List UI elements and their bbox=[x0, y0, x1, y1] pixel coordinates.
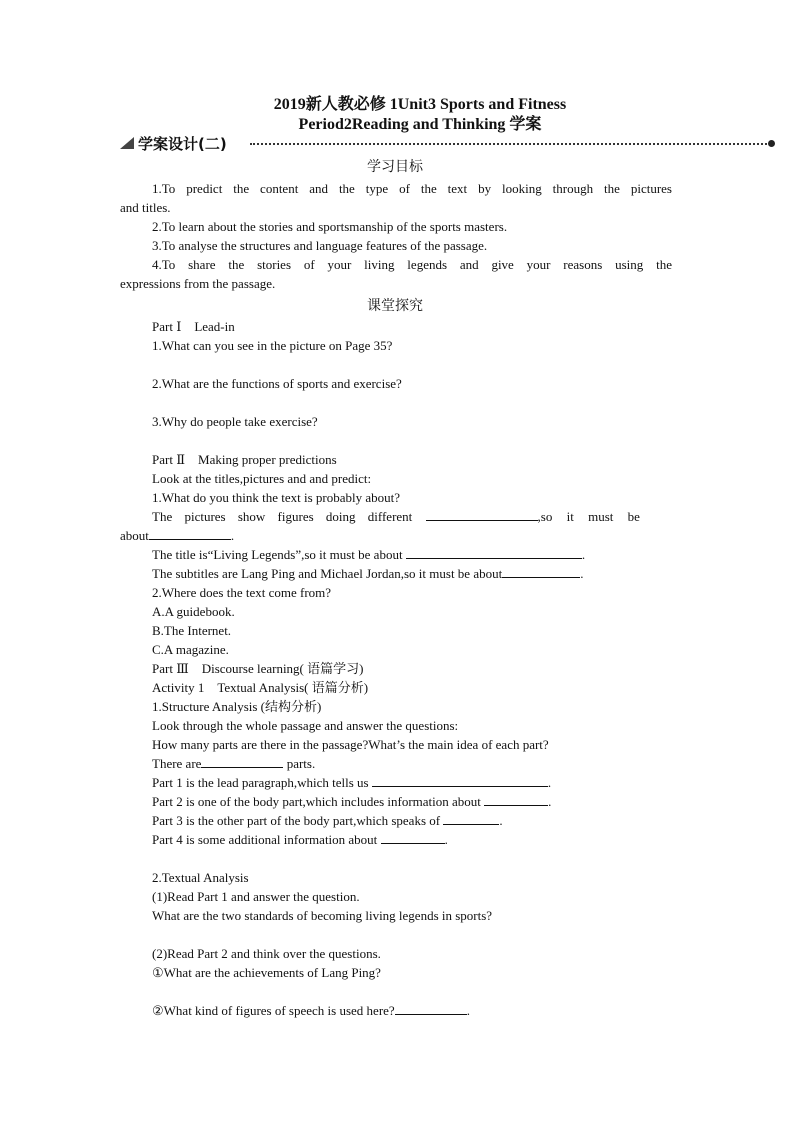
part2-main-idea bbox=[152, 792, 551, 811]
read-part2-instruction: (2)Read Part 2 and think over the questions. bbox=[152, 946, 381, 961]
sentence-text: Part 3 is the other part of the body part,which speaks of bbox=[152, 813, 444, 828]
objective-4: 4.To share the stories of your living legends and give your reasons using the bbox=[152, 257, 672, 272]
option-a: A.A guidebook. bbox=[152, 604, 235, 619]
answer-blank[interactable] bbox=[426, 507, 538, 521]
objective-1: 1.To predict the content and the type of the text by looking through the pictures bbox=[152, 181, 672, 196]
answer-blank[interactable] bbox=[372, 773, 548, 787]
part3-main-idea bbox=[152, 811, 503, 830]
sentence-text: ,so it must be bbox=[537, 509, 640, 524]
part3-title: Part Ⅲ Discourse learning( 语篇学习) bbox=[152, 661, 364, 676]
sentence-text: Part 2 is one of the body part,which includes information about bbox=[152, 794, 485, 809]
bullet-end-icon bbox=[768, 140, 775, 147]
section-header-bar bbox=[120, 134, 775, 154]
sentence-text: The subtitles are Lang Ping and Michael Jordan,so it must be about bbox=[152, 566, 503, 581]
explore-heading: 课堂探究 bbox=[367, 298, 423, 314]
read-part2-question1: ①What are the achievements of Lang Ping? bbox=[152, 965, 381, 980]
objective-3: 3.To analyse the structures and language features of the passage. bbox=[152, 238, 488, 253]
sentence-text: . bbox=[444, 832, 448, 847]
sentence-text: parts. bbox=[283, 756, 316, 771]
answer-blank[interactable] bbox=[443, 811, 499, 825]
sentence-text: . bbox=[230, 528, 235, 543]
sentence-text: The pictures show figures doing different bbox=[152, 509, 413, 524]
part2-sentence1 bbox=[152, 507, 674, 526]
parts-count-sentence bbox=[152, 754, 315, 773]
option-b: B.The Internet. bbox=[152, 623, 232, 638]
structure-instruction: Look through the whole passage and answer the questions: bbox=[152, 718, 459, 733]
objective-4-cont: expressions from the passage. bbox=[120, 276, 276, 291]
answer-blank[interactable] bbox=[201, 754, 283, 768]
read-part1-question: What are the two standards of becoming living legends in sports? bbox=[152, 908, 493, 923]
objective-2: 2.To learn about the stories and sportsmanship of the sports masters. bbox=[152, 219, 508, 234]
answer-blank[interactable] bbox=[406, 545, 582, 559]
activity1-title: Activity 1 Textual Analysis( 语篇分析) bbox=[152, 680, 369, 695]
part4-main-idea bbox=[152, 830, 448, 849]
section-label: 学案设计(二) bbox=[138, 135, 227, 153]
sentence-text: ②What kind of figures of speech is used here? bbox=[152, 1003, 395, 1018]
sentence-text: Part 1 is the lead paragraph,which tells us bbox=[152, 775, 372, 790]
dotted-divider bbox=[250, 143, 767, 145]
doc-title-line2: Period2Reading and Thinking 学案 bbox=[298, 116, 542, 133]
sentence-text: . bbox=[547, 775, 552, 790]
sentence-text: There are bbox=[152, 756, 202, 771]
part2-sentence2 bbox=[152, 545, 585, 564]
answer-blank[interactable] bbox=[149, 526, 231, 540]
option-c: C.A magazine. bbox=[152, 642, 229, 657]
sentence-text: about bbox=[120, 528, 149, 543]
part2-q2: 2.Where does the text come from? bbox=[152, 585, 332, 600]
answer-blank[interactable] bbox=[381, 830, 445, 844]
part2-intro: Look at the titles,pictures and and predict: bbox=[152, 471, 372, 486]
read-part1-instruction: (1)Read Part 1 and answer the question. bbox=[152, 889, 360, 904]
part1-q1: 1.What can you see in the picture on Page 35? bbox=[152, 338, 393, 353]
answer-blank[interactable] bbox=[395, 1001, 467, 1015]
part2-sentence1-cont bbox=[120, 526, 234, 545]
part1-title: Part Ⅰ Lead-in bbox=[152, 319, 235, 334]
objectives-heading: 学习目标 bbox=[367, 159, 423, 175]
sentence-text: . bbox=[581, 547, 586, 562]
part2-title: Part Ⅱ Making proper predictions bbox=[152, 452, 337, 467]
part1-main-idea bbox=[152, 773, 551, 792]
textual-analysis-title: 2.Textual Analysis bbox=[152, 870, 249, 885]
corner-triangle-icon bbox=[120, 137, 134, 149]
sentence-text: . bbox=[499, 813, 503, 828]
sentence-text: Part 4 is some additional information about bbox=[152, 832, 381, 847]
part1-q3: 3.Why do people take exercise? bbox=[152, 414, 318, 429]
sentence-text: . bbox=[466, 1003, 470, 1018]
structure-analysis-title: 1.Structure Analysis (结构分析) bbox=[152, 699, 322, 714]
part2-sentence3 bbox=[152, 564, 583, 583]
answer-blank[interactable] bbox=[484, 792, 548, 806]
objective-1-cont: and titles. bbox=[120, 200, 171, 215]
sentence-text: . bbox=[580, 566, 584, 581]
sentence-text: . bbox=[548, 794, 552, 809]
answer-blank[interactable] bbox=[502, 564, 580, 578]
sentence-text: The title is“Living Legends”,so it must be about bbox=[152, 547, 403, 562]
read-part2-question2 bbox=[152, 1001, 470, 1020]
part1-q2: 2.What are the functions of sports and exercise? bbox=[152, 376, 402, 391]
structure-question: How many parts are there in the passage?What’s the main idea of each part? bbox=[152, 737, 549, 752]
doc-title-line1: 2019新人教必修 1Unit3 Sports and Fitness bbox=[273, 96, 567, 113]
part2-q1: 1.What do you think the text is probably about? bbox=[152, 490, 401, 505]
